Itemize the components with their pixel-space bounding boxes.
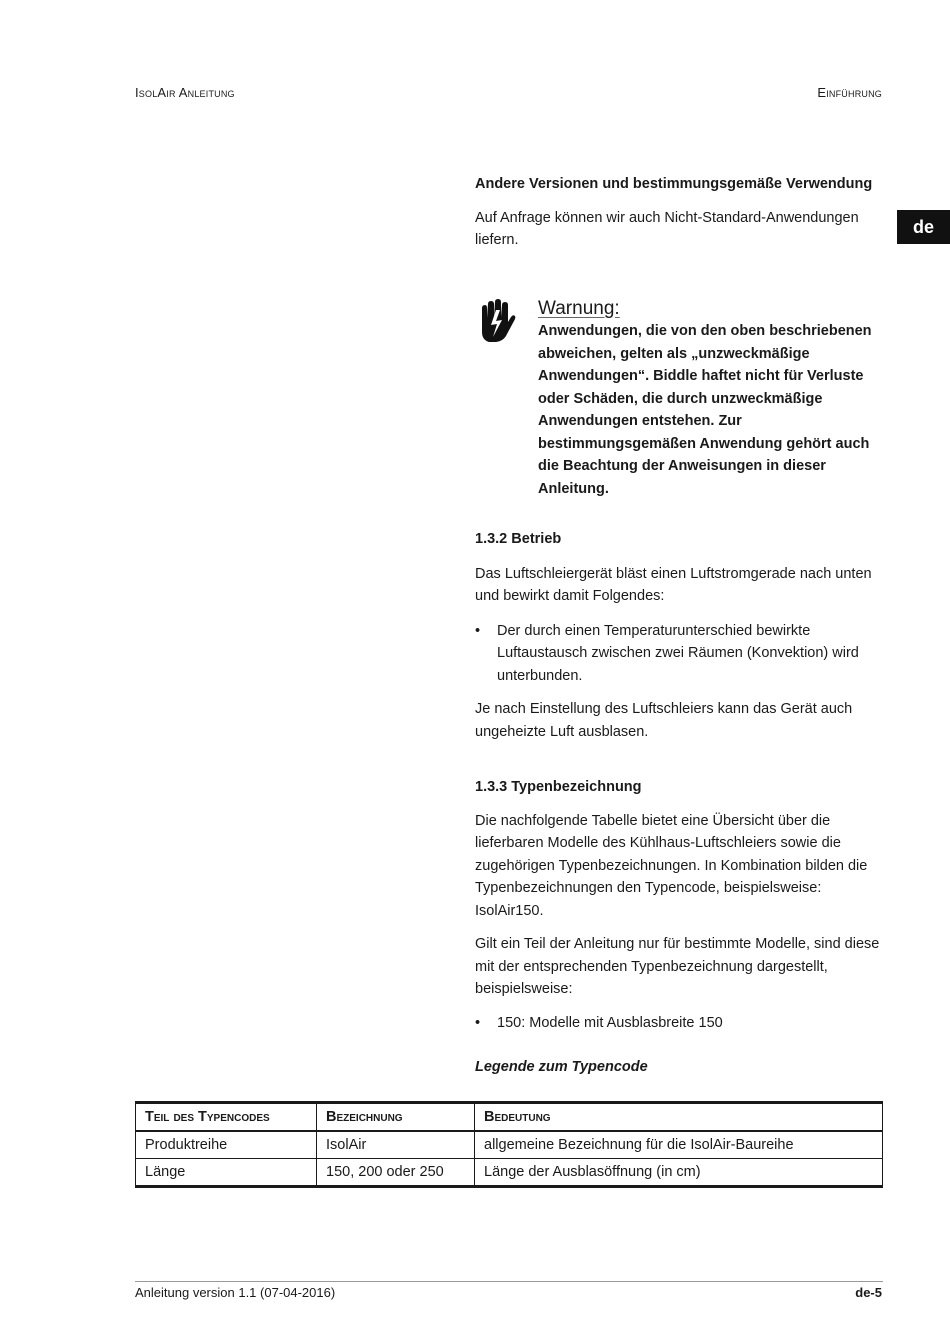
section-other-versions [475, 173, 885, 252]
section-betrieb [475, 528, 885, 743]
running-header-left: IsolAir Anleitung [135, 85, 235, 100]
paragraph: Auf Anfrage können wir auch Nicht-Standard-Anwendungen liefern. [475, 209, 859, 248]
footer-version: Anleitung version 1.1 (07-04-2016) [135, 1285, 336, 1300]
language-tab: de [897, 210, 950, 244]
running-header-right: Einführung [817, 85, 882, 100]
warning-title: Warnung: [538, 298, 620, 319]
section-heading: Andere Versionen und bestimmungsgemäße Verwendung [475, 176, 873, 192]
table-cell: Länge [136, 1159, 317, 1187]
paragraph: Je nach Einstellung des Luftschleiers kann das Gerät auch ungeheizte Luft ausblasen. [475, 701, 853, 740]
paragraph: Gilt ein Teil der Anleitung nur für bestimmte Modelle, sind diese mit der entsprechenden Typenbezeichnung dargestellt, beispielsweise: [475, 936, 880, 997]
column-header: Bezeichnung [317, 1103, 475, 1132]
footer-rule [135, 1281, 883, 1282]
warning-hand-icon [476, 298, 516, 344]
table-row [136, 1159, 883, 1187]
table-cell: IsolAir [317, 1131, 475, 1159]
table-header-row [136, 1103, 883, 1132]
warning-text: Anwendungen, die von den oben beschriebenen abweichen, gelten als „unzweckmäßige Anwendungen“. Biddle haftet nicht für Verluste oder Schäden, die durch unzweckmäßige Anwendungen entstehen. Zur bestimmungsgemäßen Anwendung gehört auch die Beachtung der Anweisungen in dieser Anleitung. [538, 323, 872, 497]
column-header: Teil des Typencodes [136, 1103, 317, 1132]
table-caption: Legende zum Typencode [475, 1059, 648, 1075]
page-number: de-5 [855, 1285, 882, 1300]
warning-block [538, 298, 883, 500]
section-heading: 1.3.3 Typenbezeichnung [475, 779, 642, 795]
table-cell: 150, 200 oder 250 [317, 1159, 475, 1187]
column-header: Bedeutung [475, 1103, 883, 1132]
paragraph: Die nachfolgende Tabelle bietet eine Übersicht über die lieferbaren Modelle des Kühlhaus-Luftschleiers sowie die zugehörigen Typenbezeichnungen. In Kombination bilden die Typenbezeichnungen den Typencode, beispielsweise: IsolAir150. [475, 812, 868, 919]
table-row [136, 1131, 883, 1159]
bullet-list [475, 620, 885, 688]
section-typenbezeichnung [475, 776, 885, 1079]
list-item: • 150: Modelle mit Ausblasbreite 150 [475, 1012, 885, 1035]
typecode-table [135, 1101, 883, 1188]
bullet-list [475, 1012, 885, 1035]
table-cell: Produktreihe [136, 1131, 317, 1159]
table-cell: allgemeine Bezeichnung für die IsolAir-Baureihe [475, 1131, 883, 1159]
section-heading: 1.3.2 Betrieb [475, 531, 562, 547]
paragraph: Das Luftschleiergerät bläst einen Luftstromgerade nach unten und bewirkt damit Folgendes: [475, 565, 872, 604]
table-cell: Länge der Ausblasöffnung (in cm) [475, 1159, 883, 1187]
list-item: • Der durch einen Temperaturunterschied bewirkte Luftaustausch zwischen zwei Räumen (Konvektion) wird unterbunden. [475, 620, 885, 688]
